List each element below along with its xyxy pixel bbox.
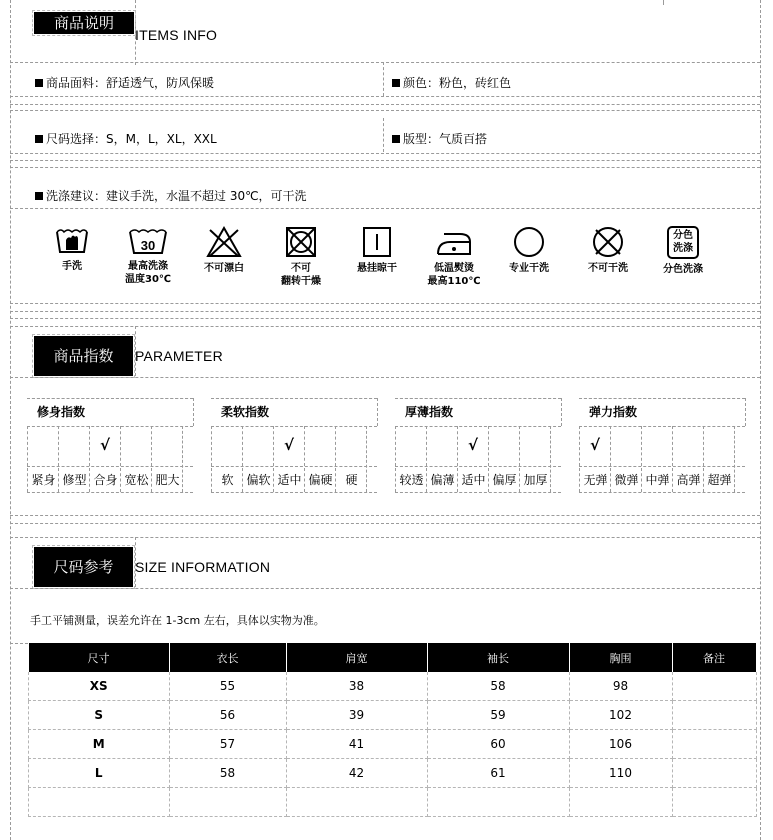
table-cell [286, 788, 427, 817]
index-cell [151, 426, 183, 466]
size-info-title-en: SIZE INFORMATION [135, 559, 271, 575]
check-mark-icon: √ [589, 436, 600, 454]
page-left-guide [10, 0, 11, 840]
index-block [27, 398, 193, 494]
no-dry-clean-icon [591, 226, 625, 258]
index-right-edge [377, 398, 378, 426]
care-low-iron: 低温熨烫 最高110℃ [419, 226, 489, 288]
header-sleeve: 袖长 [427, 643, 569, 672]
index-cell [58, 426, 90, 466]
index-cell [703, 426, 735, 466]
table-cell: 106 [569, 730, 672, 759]
size-table-header [29, 643, 757, 672]
index-grid-line [579, 466, 745, 467]
no-bleach-icon [206, 226, 242, 258]
table-cell: 42 [286, 759, 427, 788]
divider [10, 96, 760, 97]
divider [10, 303, 760, 304]
table-cell: 56 [169, 701, 286, 730]
items-info-title-en: ITEMS INFO [135, 27, 218, 43]
hang-dry-icon [360, 226, 394, 258]
index-grid-line [579, 398, 745, 399]
table-row [29, 759, 757, 788]
index-title: 修身指数 [37, 405, 86, 419]
index-grid-line [27, 492, 193, 493]
table-cell: 59 [427, 701, 569, 730]
divider [10, 377, 760, 378]
index-label: 软 [211, 468, 243, 492]
table-cell [169, 788, 286, 817]
index-cell [304, 426, 336, 466]
index-cell-end [550, 426, 551, 492]
index-label: 偏软 [242, 468, 274, 492]
index-label: 肥大 [151, 468, 183, 492]
table-cell: 57 [169, 730, 286, 759]
divider [10, 588, 760, 589]
index-title: 柔软指数 [221, 405, 270, 419]
size-note: 手工平铺测量，误差允许在 1-3cm 左右，具体以实物为准。 [30, 614, 325, 627]
table-cell [672, 672, 756, 701]
care-wash-separately: 分色 洗涤 分色洗涤 [648, 226, 718, 276]
index-block [395, 398, 561, 494]
divider [10, 515, 760, 516]
table-row [29, 788, 757, 817]
table-row [29, 701, 757, 730]
care-no-dry-clean: 不可干洗 [573, 226, 643, 275]
index-block [579, 398, 745, 494]
index-grid-line [27, 466, 193, 467]
divider [10, 110, 760, 111]
index-cell [335, 426, 367, 466]
index-label: 较透 [395, 468, 427, 492]
index-cell [641, 426, 673, 466]
index-grid-line [395, 466, 561, 467]
no-tumble-dry-icon [284, 226, 318, 258]
table-cell: 60 [427, 730, 569, 759]
divider [10, 153, 760, 154]
index-cell-end [366, 426, 367, 492]
index-label: 合身 [89, 468, 121, 492]
table-cell [672, 701, 756, 730]
table-cell: XS [29, 672, 170, 701]
index-block [211, 398, 377, 494]
wash-30-icon [128, 226, 168, 256]
table-row [29, 730, 757, 759]
bullet-icon [392, 79, 400, 87]
dry-clean-icon [512, 226, 546, 258]
table-cell [672, 788, 756, 817]
care-no-bleach: 不可漂白 [189, 226, 259, 275]
header-chest: 胸围 [569, 643, 672, 672]
bullet-icon [35, 79, 43, 87]
index-label: 微弹 [610, 468, 642, 492]
info-row-sizes: 尺码选择：S，M，L，XL，XXL [35, 130, 217, 147]
index-label: 加厚 [519, 468, 551, 492]
table-cell: S [29, 701, 170, 730]
index-right-edge [745, 398, 746, 426]
divider [10, 326, 760, 327]
divider [10, 160, 760, 161]
table-cell: 110 [569, 759, 672, 788]
info-col-divider [383, 118, 384, 152]
divider [10, 167, 760, 168]
page-right-guide [760, 0, 761, 840]
index-grid-line [211, 492, 377, 493]
care-hang-dry: 悬挂晾干 [342, 226, 412, 275]
header-size: 尺寸 [29, 643, 170, 672]
index-grid-line [579, 492, 745, 493]
svg-text:30: 30 [140, 238, 156, 253]
index-title: 厚薄指数 [405, 405, 454, 419]
divider [10, 523, 760, 524]
parameter-title-en: PARAMETER [135, 348, 223, 364]
check-mark-icon: √ [99, 436, 110, 454]
check-mark-icon: √ [467, 436, 478, 454]
table-cell: 38 [286, 672, 427, 701]
index-cell [242, 426, 274, 466]
table-cell: 41 [286, 730, 427, 759]
index-cell [610, 426, 642, 466]
divider [10, 643, 28, 644]
divider [10, 537, 760, 538]
care-dry-clean: 专业干洗 [494, 226, 564, 275]
table-cell: 58 [427, 672, 569, 701]
index-right-edge [561, 398, 562, 426]
index-label: 宽松 [120, 468, 152, 492]
table-cell: 61 [427, 759, 569, 788]
index-grid-line [211, 398, 377, 399]
table-cell: 55 [169, 672, 286, 701]
table-cell [672, 730, 756, 759]
table-cell [569, 788, 672, 817]
divider [10, 318, 760, 319]
wash-separately-icon: 分色 洗涤 [667, 226, 699, 259]
index-cell [211, 426, 243, 466]
index-cell [426, 426, 458, 466]
size-info-title-box [34, 547, 133, 587]
index-cell [395, 426, 427, 466]
divider [10, 208, 760, 209]
index-right-edge [193, 398, 194, 426]
table-cell: 102 [569, 701, 672, 730]
bullet-icon [35, 192, 43, 200]
table-cell: L [29, 759, 170, 788]
index-label: 修型 [58, 468, 90, 492]
header-length: 衣长 [169, 643, 286, 672]
care-no-tumble-dry: 不可 翻转干燥 [266, 226, 336, 288]
header-shoulder: 肩宽 [286, 643, 427, 672]
table-cell: 98 [569, 672, 672, 701]
care-wash-30: 30 最高洗涤 温度30℃ [113, 226, 183, 286]
items-info-title-box [34, 12, 134, 34]
check-mark-icon: √ [283, 436, 294, 454]
table-cell [29, 788, 170, 817]
bullet-icon [392, 135, 400, 143]
index-grid-line [395, 492, 561, 493]
header-remark: 备注 [672, 643, 756, 672]
index-label: 硬 [335, 468, 367, 492]
info-row-washing: 洗涤建议：建议手洗，水温不超过 30℃，可干洗 [35, 187, 307, 204]
table-cell: 39 [286, 701, 427, 730]
parameter-title-cn: 商品指数 [53, 347, 114, 365]
index-cell [519, 426, 551, 466]
table-cell [672, 759, 756, 788]
index-cell [672, 426, 704, 466]
index-cell-end [182, 426, 183, 492]
divider [10, 311, 760, 312]
info-row-fabric: 商品面料：舒适透气，防风保暖 [35, 74, 214, 91]
index-label: 偏硬 [304, 468, 336, 492]
care-hand-wash: 手洗 [37, 226, 107, 273]
index-label: 高弹 [672, 468, 704, 492]
hand-wash-icon [55, 226, 89, 256]
divider [10, 62, 760, 63]
items-info-title-cn: 商品说明 [53, 14, 114, 32]
info-row-color: 颜色：粉色，砖红色 [392, 74, 511, 91]
table-cell: 58 [169, 759, 286, 788]
index-grid-line [27, 398, 193, 399]
index-title: 弹力指数 [589, 405, 638, 419]
index-label: 适中 [273, 468, 305, 492]
index-label: 紧身 [27, 468, 59, 492]
table-cell: M [29, 730, 170, 759]
index-grid-line [211, 466, 377, 467]
info-col-divider [383, 62, 384, 96]
parameter-title-box [34, 336, 133, 376]
info-row-fit: 版型：气质百搭 [392, 130, 487, 147]
index-cell [27, 426, 59, 466]
index-label: 超弹 [703, 468, 735, 492]
top-guide-right [663, 0, 664, 5]
size-table [28, 643, 757, 817]
bullet-icon [35, 135, 43, 143]
index-cell [488, 426, 520, 466]
index-label: 无弹 [579, 468, 611, 492]
size-info-title-cn: 尺码参考 [53, 558, 114, 576]
index-label: 适中 [457, 468, 489, 492]
index-label: 中弹 [641, 468, 673, 492]
index-label: 偏薄 [426, 468, 458, 492]
index-cell-end [734, 426, 735, 492]
index-label: 偏厚 [488, 468, 520, 492]
table-cell [427, 788, 569, 817]
index-grid-line [395, 398, 561, 399]
divider [10, 104, 760, 105]
table-row [29, 672, 757, 701]
index-cell [120, 426, 152, 466]
low-iron-icon [434, 226, 474, 258]
